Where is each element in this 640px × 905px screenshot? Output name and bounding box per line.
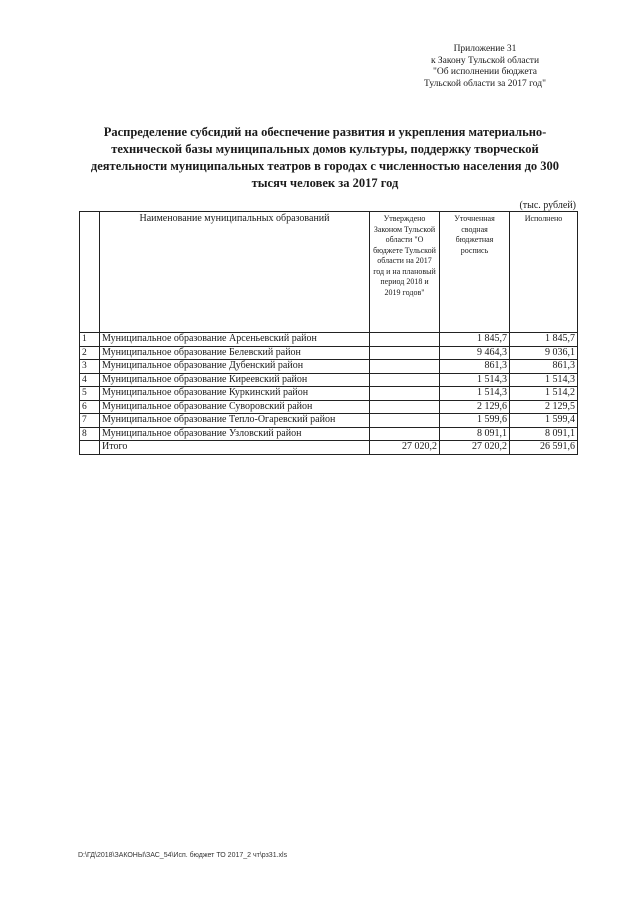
row-executed: 2 129,5 [510, 400, 578, 414]
title-line: деятельности муниципальных театров в городах с численностью населения до 300 [90, 159, 560, 173]
row-name: Муниципальное образование Белевский район [100, 346, 370, 360]
row-refined: 2 129,6 [440, 400, 510, 414]
title-line: тысяч человек за 2017 год [251, 176, 399, 190]
row-refined: 1 845,7 [440, 333, 510, 347]
row-name: Муниципальное образование Киреевский район [100, 373, 370, 387]
row-name: Муниципальное образование Суворовский район [100, 400, 370, 414]
table-row [80, 400, 578, 414]
total-approved: 27 020,2 [370, 441, 440, 455]
file-path-footer: D:\ГД\2018\ЗАКОНЫ\ЗАС_54\Исп. бюджет ТО 2017_2 чт\рз31.xls [78, 852, 288, 859]
row-executed: 9 036,1 [510, 346, 578, 360]
row-refined: 1 514,3 [440, 373, 510, 387]
units-label: (тыс. рублей) [519, 200, 576, 211]
row-index: 1 [80, 333, 100, 347]
table-row [80, 373, 578, 387]
row-refined: 861,3 [440, 360, 510, 374]
row-index: 8 [80, 427, 100, 441]
row-index: 6 [80, 400, 100, 414]
header-name: Наименование муниципальных образований [100, 212, 370, 333]
row-refined: 1 599,6 [440, 414, 510, 428]
table-row [80, 387, 578, 401]
table-row [80, 414, 578, 428]
document-title [80, 124, 570, 192]
row-approved [370, 333, 440, 347]
row-index: 2 [80, 346, 100, 360]
header-refined: Уточненная сводная бюджетная роспись [440, 212, 510, 333]
row-executed: 1 514,3 [510, 373, 578, 387]
row-executed: 861,3 [510, 360, 578, 374]
header-index [80, 212, 100, 333]
table-header-row [80, 212, 578, 333]
row-name: Муниципальное образование Дубенский район [100, 360, 370, 374]
total-label: Итого [100, 441, 370, 455]
title-line: Распределение субсидий на обеспечение развития и укрепления материально- [103, 125, 547, 139]
row-approved [370, 373, 440, 387]
header-executed: Исполнено [510, 212, 578, 333]
subsidy-table [79, 211, 578, 455]
title-line: технической базы муниципальных домов культуры, поддержку творческой [111, 142, 539, 156]
row-name: Муниципальное образование Куркинский район [100, 387, 370, 401]
appendix-line: "Об исполнении бюджета [432, 67, 538, 77]
appendix-line: к Закону Тульской области [430, 55, 540, 66]
row-approved [370, 414, 440, 428]
row-index: 7 [80, 414, 100, 428]
row-index: 4 [80, 373, 100, 387]
row-approved [370, 427, 440, 441]
row-approved [370, 360, 440, 374]
appendix-line: Тульской области за 2017 год" [424, 78, 546, 89]
table-row [80, 333, 578, 347]
appendix-line: Приложение 31 [453, 44, 517, 54]
row-executed: 8 091,1 [510, 427, 578, 441]
total-refined: 27 020,2 [440, 441, 510, 455]
appendix-note [380, 44, 590, 90]
header-approved: Утверждено Законом Тульской области "О бюджете Тульской области на 2017 год и на плановый период 2018 и 2019 годов" [370, 212, 440, 333]
table-total-row [80, 441, 578, 455]
row-index: 5 [80, 387, 100, 401]
row-refined: 9 464,3 [440, 346, 510, 360]
row-name: Муниципальное образование Арсеньевский район [100, 333, 370, 347]
row-approved [370, 400, 440, 414]
table-body [80, 333, 578, 455]
total-executed: 26 591,6 [510, 441, 578, 455]
row-refined: 8 091,1 [440, 427, 510, 441]
table-row [80, 360, 578, 374]
row-executed: 1 514,2 [510, 387, 578, 401]
table-row [80, 346, 578, 360]
row-index: 3 [80, 360, 100, 374]
row-executed: 1 845,7 [510, 333, 578, 347]
row-name: Муниципальное образование Узловский район [100, 427, 370, 441]
table-row [80, 427, 578, 441]
row-executed: 1 599,4 [510, 414, 578, 428]
row-refined: 1 514,3 [440, 387, 510, 401]
row-approved [370, 387, 440, 401]
row-approved [370, 346, 440, 360]
total-index [80, 441, 100, 455]
row-name: Муниципальное образование Тепло-Огаревский район [100, 414, 370, 428]
